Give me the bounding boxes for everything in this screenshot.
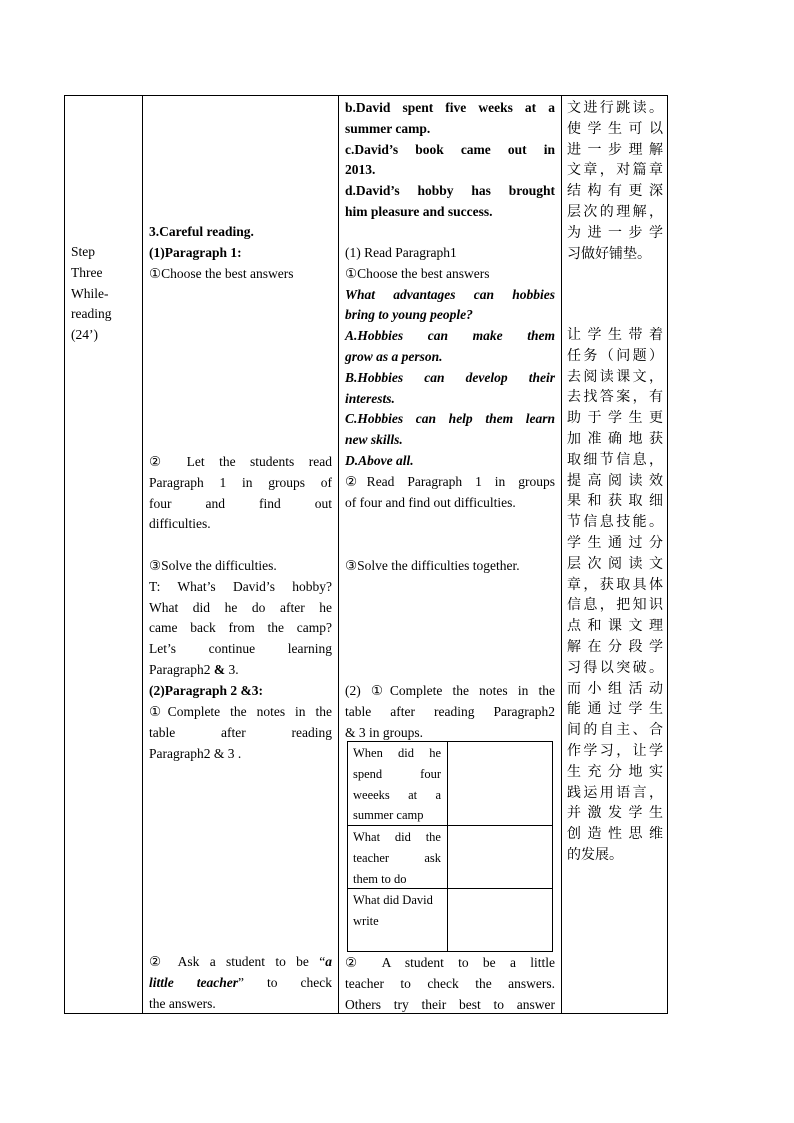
paragraph1-heading: (1)Paragraph 1:: [149, 245, 242, 260]
notes-table-row: What did the teacher ask them to do: [348, 826, 552, 889]
notes-table-row: When did he spend four weeeks at a summer camp: [348, 742, 552, 826]
solve-difficulties-task: ③Solve the difficulties. T: What’s David’s hobby? What did he do after he came back from the camp? Let’s continue learning Paragraph2 & 3.: [149, 558, 332, 677]
little-teacher-response: ② A student to be a little teacher to check the answers. Others try their best to answer: [345, 955, 555, 1012]
option-b: B.Hobbies can develop their: [345, 369, 555, 385]
statement-options: b.David spent five weeks at a summer camp. c.David’s book came out in 2013. d.David’s hobby has brought him pleasure and success.: [345, 100, 555, 219]
step-stage: While-: [71, 285, 109, 301]
option-d: D.Above all.: [345, 452, 414, 468]
step-label: Step: [71, 244, 96, 259]
purpose-block-2: 让学生带着 任务（问题） 去阅读课文， 去找答案，有 助于学生更 加准确地获 取细节信息， 提高阅读效 果和获取细 节信息技能。 学生通过分 层次阅读文 章，获取具体 信息，把知识 点和课文理 解在分段学 习得以突破。 而小组活动 能通过学生 间的自主、合 作学习，让学 生充分地实 践运用语言， 并激发学生 创造性思维 的发展。: [567, 327, 663, 863]
purpose-block-1: 文进行跳读。 使学生可以 进一步理解 文章，对篇章 结构有更深 层次的理解， 为进一步学 习做好铺垫。: [567, 100, 663, 262]
group-reading-task: ② Let the students read Paragraph 1 in groups of four and find out difficulties.: [149, 454, 332, 532]
paragraph23-heading: (2)Paragraph 2 &3:: [149, 683, 263, 698]
careful-reading-heading: 3.Careful reading.: [149, 224, 254, 239]
choose-answers-task: ①Choose the best answers: [149, 266, 294, 281]
notes-table: [347, 741, 553, 952]
complete-notes-block: (2) ①Complete the notes in the table after reading Paragraph2 & 3 in groups.: [345, 683, 555, 740]
option-a: A.Hobbies can make them: [345, 328, 555, 344]
teacher-activity-column: [143, 96, 338, 1013]
step-column: [65, 96, 142, 1013]
notes-table-divider: [447, 742, 448, 951]
little-teacher-task: ② Ask a student to be “a little teacher” to check the answers.: [149, 954, 332, 1011]
step-stage-cont: reading: [71, 306, 112, 322]
read-paragraph1-block: (1) Read Paragraph1 ①Choose the best answers What advantages can hobbies bring to young people? A.Hobbies can make them grow as a person. B.Hobbies can develop their interests. C.Hobbies can help them learn new skills. D.Above all. ②Read Paragraph 1 in groups of four and find out difficulties.: [345, 245, 555, 510]
complete-notes-task: ①Complete the notes in the table after reading Paragraph2 & 3 .: [149, 704, 332, 761]
lesson-plan-table: [64, 95, 668, 1014]
question-text: What advantages can hobbies: [345, 286, 555, 302]
purpose-column: [562, 96, 667, 1013]
notes-table-row: What did David write: [353, 893, 433, 928]
student-activity-column: [339, 96, 561, 1013]
step-number: Three: [71, 264, 103, 280]
option-c: C.Hobbies can help them learn: [345, 411, 555, 427]
step-duration: (24’): [71, 327, 98, 343]
solve-together: ③Solve the difficulties together.: [345, 558, 520, 573]
